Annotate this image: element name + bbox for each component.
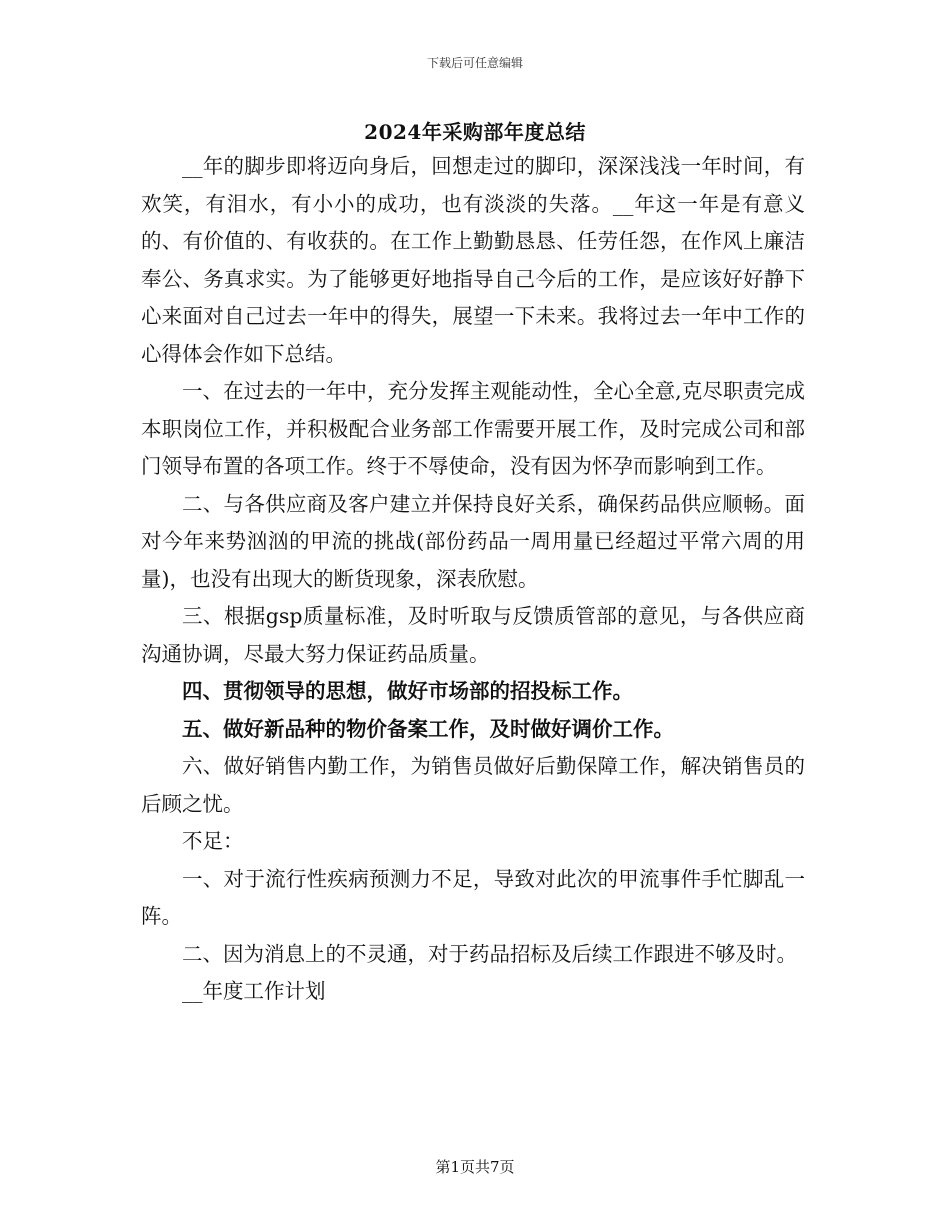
document-body	[141, 148, 805, 1011]
paragraph-item-2: 二、与各供应商及客户建立并保持良好关系，确保药品供应顺畅。面对今年来势汹汹的甲流的挑战(部份药品一周用量已经超过平常六周的用量)，也没有出现大的断货现象，深表欣慰。	[141, 491, 805, 591]
header-note: 下载后可任意编辑	[426, 56, 523, 70]
intro-paragraph: __年的脚步即将迈向身后，回想走过的脚印，深深浅浅一年时间，有欢笑，有泪水，有小小的成功，也有淡淡的失落。__年这一年是有意义的、有价值的、有收获的。在工作上勤勤恳恳、任劳任怨，在作风上廉洁奉公、务真求实。为了能够更好地指导自己今后的工作，是应该好好静下心来面对自己过去一年中的得失，展望一下未来。我将过去一年中工作的心得体会作如下总结。	[141, 154, 805, 366]
paragraph-item-1: 一、在过去的一年中，充分发挥主观能动性，全心全意,克尽职责完成本职岗位工作，并积极配合业务部工作需要开展工作，及时完成公司和部门领导布置的各项工作。终于不辱使命，没有因为怀孕而影响到工作。	[141, 379, 805, 478]
page-number: 第1页共7页	[435, 1158, 515, 1176]
page-title: 2024年采购部年度总结	[364, 120, 586, 144]
paragraph-item-6: 六、做好销售内勤工作，为销售员做好后勤保障工作，解决销售员的后顾之忧。	[141, 754, 805, 816]
paragraph-item-5: 五、做好新品种的物价备案工作，及时做好调价工作。	[182, 716, 674, 741]
paragraph-item-4: 四、贯彻领导的思想，做好市场部的招投标工作。	[182, 679, 633, 703]
work-plan-heading: __年度工作计划	[182, 979, 326, 1003]
shortcomings-heading: 不足：	[182, 829, 244, 853]
paragraph-item-3: 三、根据gsp质量标准，及时听取与反馈质管部的意见，与各供应商沟通协调，尽最大努力保证药品质量。	[141, 604, 805, 666]
shortcoming-item-2: 二、因为消息上的不灵通，对于药品招标及后续工作跟进不够及时。	[182, 941, 797, 966]
shortcoming-item-1: 一、对于流行性疾病预测力不足，导致对此次的甲流事件手忙脚乱一阵。	[141, 866, 805, 928]
